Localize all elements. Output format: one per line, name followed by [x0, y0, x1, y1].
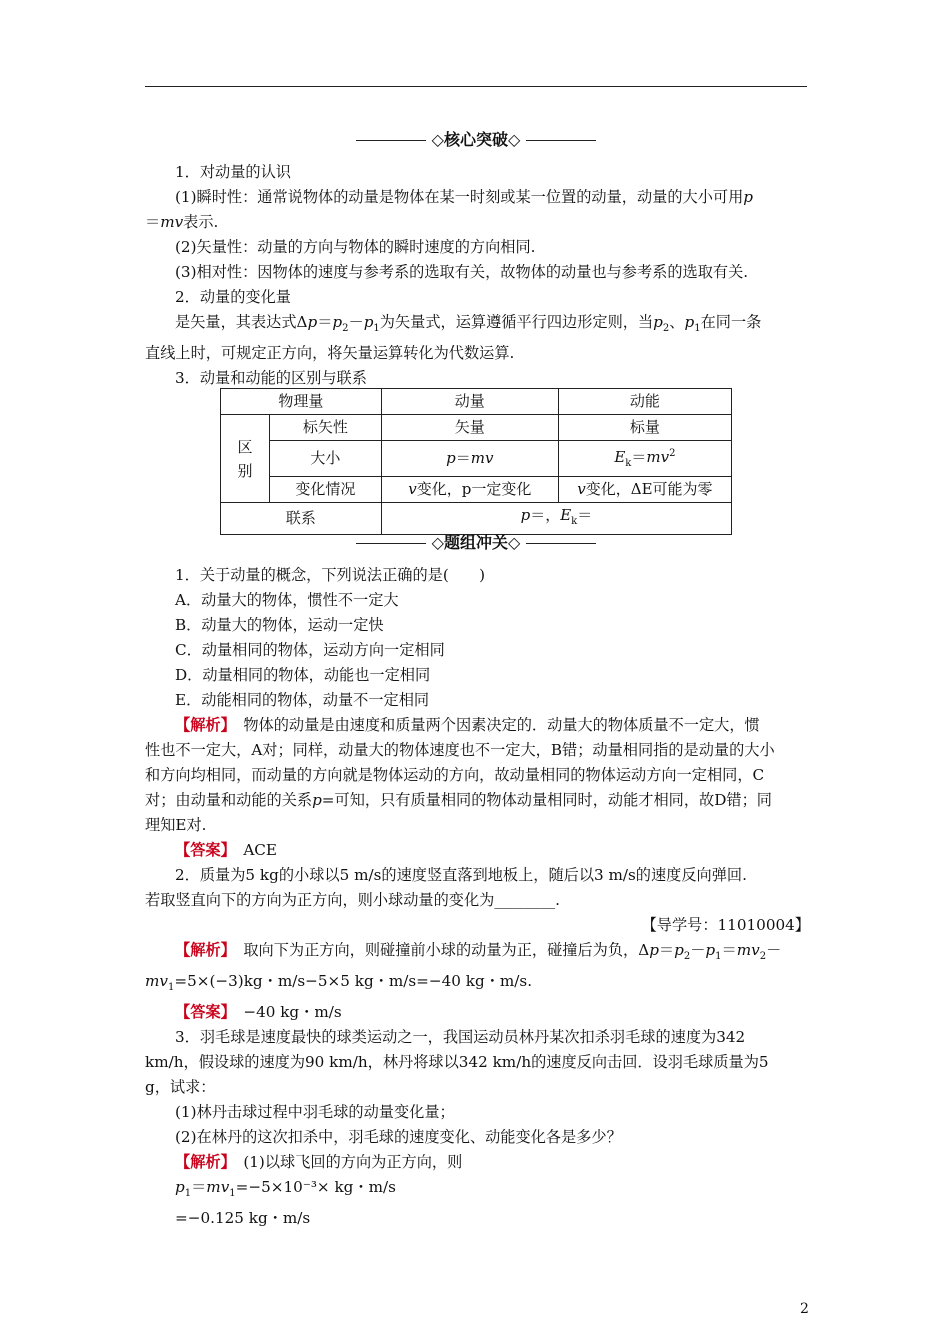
- heading-title: 核心突破: [443, 130, 508, 149]
- core-para-1a: (1)瞬时性：通常说物体的动量是物体在某一时刻或某一位置的动量，动量的大小可用p: [175, 188, 753, 206]
- q1-analysis-3: 和方向均相同，而动量的方向就是物体运动的方向，故动量相同的物体运动方向一定相同，C: [145, 766, 765, 784]
- table-cell: 标量: [558, 415, 731, 441]
- core-title-2: 2．动量的变化量: [175, 288, 291, 306]
- table-cell: 矢量: [381, 415, 558, 441]
- answer-tag: 【答案】: [175, 1003, 229, 1022]
- q1-option-c: C．动量相同的物体，运动方向一定相同: [175, 641, 445, 659]
- heading-line-left: [356, 140, 426, 141]
- section-heading-exercises: [145, 532, 807, 554]
- q3-line-2: km/h，假设球的速度为90 km/h，林丹将球以342 km/h的速度反向击回．设羽毛球质量为5: [145, 1053, 769, 1072]
- analysis-tag: 【解析】: [175, 941, 229, 959]
- core-title-3: 3．动量和动能的区别与联系: [175, 369, 367, 388]
- core-para-2: (2)矢量性：动量的方向与物体的瞬时速度的方向相同.: [175, 238, 536, 256]
- table-cell: 标矢性: [270, 415, 382, 441]
- table-cell: p＝，$E_k=$: [381, 503, 731, 535]
- diamond-icon: ◇: [508, 533, 521, 552]
- heading-title: 题组冲关: [443, 533, 508, 552]
- table-header-cell: 动能: [558, 389, 731, 415]
- q3-line-3: g，试求：: [145, 1078, 216, 1097]
- heading-line-left: [356, 543, 426, 544]
- q2-guide-number: 【导学号：11010004】: [641, 916, 810, 934]
- q1-stem: 1．关于动量的概念，下列说法正确的是( ): [175, 566, 486, 584]
- q2-answer: 【答案】 −40 kg・m/s: [175, 1003, 342, 1022]
- q1-option-a: A．动量大的物体，惯性不一定大: [175, 591, 399, 609]
- table-cell: 大小: [270, 441, 382, 477]
- diamond-icon: ◇: [508, 130, 521, 149]
- q2-analysis-1: 【解析】 取向下为正方向，则碰撞前小球的动量为正，碰撞后为负，$\Delta p=p_2-p_1=mv_2-$: [175, 941, 782, 963]
- heading-line-right: [526, 543, 596, 544]
- table-row: [221, 477, 732, 503]
- q1-answer: 【答案】 ACE: [175, 841, 278, 859]
- q1-analysis-1: 【解析】 物体的动量是由速度和质量两个因素决定的．动量大的物体质量不一定大，惯: [175, 716, 760, 734]
- table-row: [221, 503, 732, 535]
- table-row: [221, 389, 732, 415]
- q1-option-b: B．动量大的物体，运动一定快: [175, 616, 384, 634]
- exercises: [145, 563, 810, 1231]
- q3-line-5: (2)在林丹的这次扣杀中，羽毛球的速度变化、动能变化各是多少？: [175, 1128, 622, 1147]
- top-rule: [145, 86, 807, 87]
- table-row: [221, 441, 732, 477]
- table-header-cell: 动量: [381, 389, 558, 415]
- table-row: [221, 415, 732, 441]
- section-heading-core: [145, 129, 807, 151]
- core-para-3: (3)相对性：因物体的速度与参考系的选取有关，故物体的动量也与参考系的选取有关.: [175, 263, 749, 281]
- q3-line-4: (1)林丹击球过程中羽毛球的动量变化量；: [175, 1103, 455, 1122]
- table-cell: v变化，p一定变化: [381, 477, 558, 503]
- answer-tag: 【答案】: [175, 841, 229, 859]
- core-section: [145, 160, 810, 391]
- q3-analysis-3: =−0.125 kg・m/s: [175, 1209, 311, 1228]
- q1-analysis-2: 性也不一定大，A对；同样，动量大的物体速度也不一定大，B错；动量相同指的是动量的大小: [145, 741, 775, 759]
- q3-line-1: 3．羽毛球是速度最快的球类运动之一，我国运动员林丹某次扣杀羽毛球的速度为342: [175, 1028, 746, 1047]
- core-title-1: 1．对动量的认识: [175, 163, 291, 181]
- q2-line-1: 2．质量为5 kg的小球以5 m/s的速度竖直落到地板上，随后以3 m/s的速度反向弹回.: [175, 866, 747, 884]
- table-cell: v变化，ΔE可能为零: [558, 477, 731, 503]
- q1-analysis-5: 理知E对.: [145, 816, 207, 834]
- table-cell: 联系: [221, 503, 382, 535]
- q2-line-2: 若取竖直向下的方向为正方向，则小球动量的变化为________.: [145, 891, 560, 909]
- page-number: 2: [800, 1301, 809, 1317]
- diamond-icon: ◇: [431, 130, 444, 149]
- q1-option-d: D．动量相同的物体，动能也一定相同: [175, 666, 431, 684]
- diamond-icon: ◇: [431, 533, 444, 552]
- table-cell: 变化情况: [270, 477, 382, 503]
- core-para-1b: ＝mv表示.: [145, 213, 219, 231]
- q3-analysis-1: 【解析】 (1)以球飞回的方向为正方向，则: [175, 1153, 463, 1172]
- heading-line-right: [526, 140, 596, 141]
- table-cell-distinction: 区 别: [221, 415, 270, 503]
- analysis-tag: 【解析】: [175, 716, 229, 734]
- q1-analysis-4: 对；由动量和动能的关系p=可知，只有质量相同的物体动量相同时，动能才相同，故D错；同: [145, 791, 772, 809]
- table-cell: $E_k=mv^2$: [558, 441, 731, 477]
- table-cell: p＝mv: [381, 441, 558, 477]
- core-para-4: 是矢量，其表达式$\Delta p=p_2-p_1$为矢量式，运算遵循平行四边形定则，当$p_2$、$p_1$在同一条: [175, 313, 762, 335]
- q2-analysis-2: $mv_1=5\times(-3)kg$・m/s−5×5 kg・m/s=−40 kg・m/s.: [145, 972, 533, 994]
- q3-analysis-2: $p_1=mv_1=-5\times 10^{-3}\times$ kg・m/s: [175, 1178, 396, 1200]
- analysis-tag: 【解析】: [175, 1153, 229, 1172]
- table-header-cell: 物理量: [221, 389, 382, 415]
- core-para-5: 直线上时，可规定正方向，将矢量运算转化为代数运算.: [145, 344, 515, 363]
- comparison-table: [220, 388, 732, 535]
- q1-option-e: E．动能相同的物体，动量不一定相同: [175, 691, 430, 709]
